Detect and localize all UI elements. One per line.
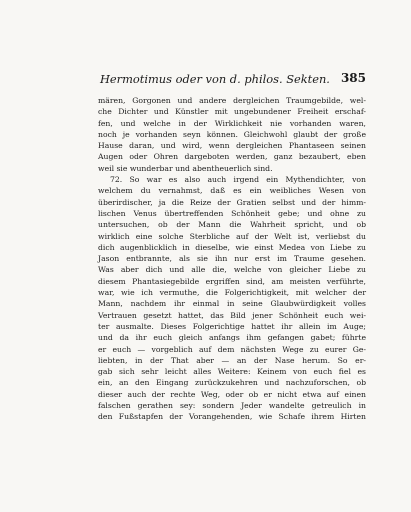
text-line: den Fußstapfen der Vorangehenden, wie Schafe ihrem Hirten [98,412,366,422]
text-line: überirdischer, ja die Reize der Gratien selbst und der himm- [98,197,366,207]
text-line: untersuchen, ob der Mann die Wahrheit spricht, und ob [98,220,366,230]
text-line: Mann, nachdem ihr einmal in seine Glaubwürdigkeit volles [98,299,366,309]
paragraph-start-line: 72. So war es also auch irgend ein Mythendichter, von [110,175,366,185]
text-line: gab sich sehr leicht alles Weitere: Keinem von euch fiel es [98,367,366,377]
text-line: war, wie ich vermuthe, die Folgerichtigkeit, mit welcher der [98,288,366,298]
text-line: dich augenblicklich in dieselbe, wie einst Medea von Liebe zu [98,242,366,252]
text-line: wirklich eine solche Sterbliche auf der Welt ist, verliebst du [98,231,366,241]
text-line: fen, und welche in der Wirklichkeit nie vorhanden waren, [98,118,366,128]
page-number: 385 [340,71,366,85]
text-line: ein, an den Eingang zurückzukehren und nachzuforschen, ob [98,378,366,388]
text-line: Hause daran, und wird, wenn dergleichen Phantaseen seinen [98,141,366,151]
text-line: Jason entbrannte, als sie ihn nur erst im Traume gesehen. [98,254,366,264]
page-header [100,72,364,90]
text-line: er euch — vorgeblich auf dem nächsten Wege zu eurer Ge- [98,344,366,354]
text-line: Vertrauen gesetzt hattet, das Bild jener Schönheit euch wei- [98,310,366,320]
text-line: diesem Phantasiegebilde ergriffen sind, am meisten verführte, [98,276,366,286]
running-title: Hermotimus oder von d. philos. Sekten. [100,72,330,86]
text-line: falschen gerathen sey: sondern Jeder wandelte getreulich in [98,401,366,411]
text-line: mären, Gorgonen und andere dergleichen Traumgebilde, wel- [98,96,366,105]
text-line: dieser auch der rechte Weg, oder ob er nicht etwa auf einen [98,389,366,399]
text-line: welchem du vernahmst, daß es ein weibliches Wesen von [98,186,366,196]
text-line: che Dichter und Künstler mit ungebundener Freiheit erschaf- [98,107,366,117]
text-line: ter ausmalte. Dieses Folgerichtige hattet ihr allein im Auge; [98,321,366,331]
text-line: Was aber dich und alle die, welche von gleicher Liebe zu [98,265,366,275]
text-line: und da ihr euch gleich anfangs ihm gefangen gabet; führte [98,333,366,343]
text-line: noch je vorhanden seyn können. Gleichwohl glaubt der große [98,129,366,139]
body-text [98,95,366,423]
text-line: weil sie wunderbar und abentheuerlich sind. [98,163,273,173]
text-line: liebten, in der That aber — an der Nase herum. So er- [98,355,366,365]
text-line: lischen Venus übertreffenden Schönheit gebe; und ohne zu [98,208,366,218]
text-line: Augen oder Ohren dargeboten werden, ganz bezaubert, eben [98,152,366,162]
